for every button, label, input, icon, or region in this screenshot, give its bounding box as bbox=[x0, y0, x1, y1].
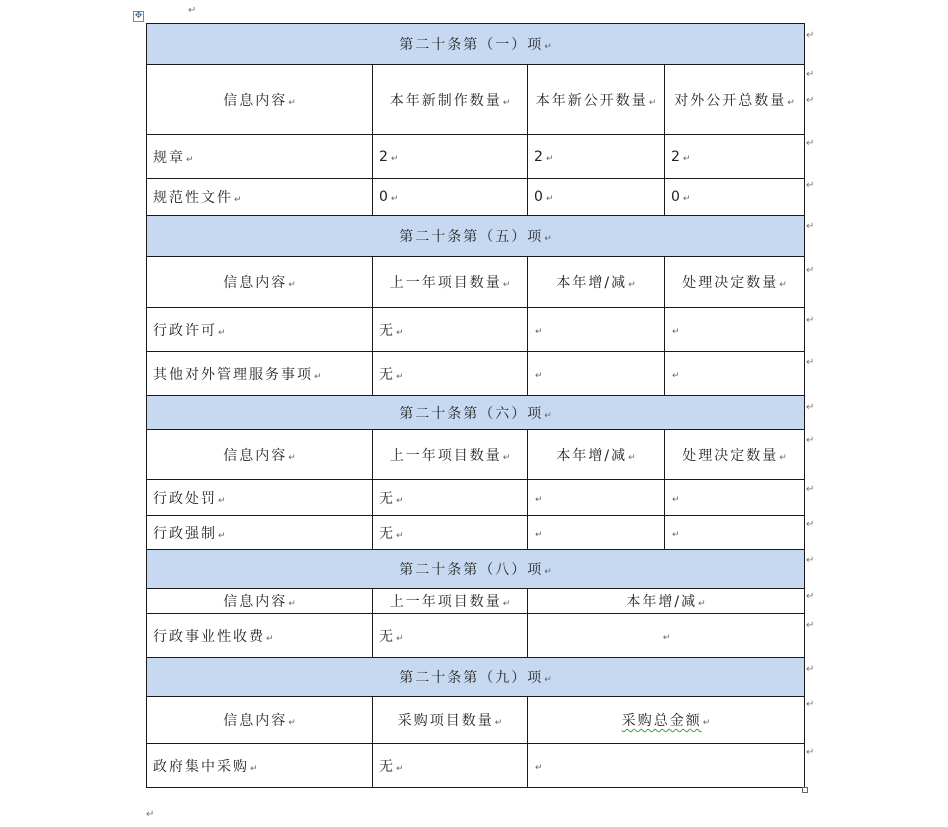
end-of-row-mark-icon: ↵ bbox=[806, 747, 815, 758]
table-row bbox=[147, 516, 805, 550]
section-header-row bbox=[147, 658, 805, 697]
header-cell: 上一年项目数量↵ bbox=[373, 589, 528, 614]
table-row bbox=[147, 480, 805, 516]
end-of-row-mark-icon: ↵ bbox=[806, 484, 815, 495]
disclosure-table bbox=[146, 23, 805, 788]
item-name-cell[interactable]: 行政事业性收费↵ bbox=[147, 614, 373, 658]
header-cell: 采购项目数量↵ bbox=[373, 697, 528, 744]
header-cell: 本年新公开数量↵ bbox=[528, 65, 665, 135]
value-cell[interactable]: ↵ bbox=[665, 308, 805, 352]
column-header-row bbox=[147, 65, 805, 135]
value-cell[interactable]: ↵ bbox=[665, 516, 805, 550]
value-cell[interactable]: ↵ bbox=[665, 352, 805, 396]
header-cell: 处理决定数量↵ bbox=[665, 257, 805, 308]
item-name-cell[interactable]: 行政强制↵ bbox=[147, 516, 373, 550]
item-name-cell[interactable]: 行政许可↵ bbox=[147, 308, 373, 352]
header-cell: 本年增/减↵ bbox=[528, 589, 805, 614]
header-cell: 对外公开总数量↵ bbox=[665, 65, 805, 135]
end-of-row-mark-icon: ↵ bbox=[806, 30, 815, 41]
header-cell: 信息内容↵ bbox=[147, 65, 373, 135]
table-row bbox=[147, 179, 805, 216]
value-cell[interactable]: 2↵ bbox=[665, 135, 805, 179]
section-title-cell: 第二十条第（六）项↵ bbox=[147, 396, 805, 430]
header-cell: 信息内容↵ bbox=[147, 589, 373, 614]
value-cell[interactable]: 无↵ bbox=[373, 352, 528, 396]
table-resize-handle-icon[interactable] bbox=[802, 787, 808, 793]
end-of-row-mark-icon: ↵ bbox=[806, 69, 815, 80]
value-cell[interactable]: ↵ bbox=[528, 744, 805, 788]
item-name-cell[interactable]: 规范性文件↵ bbox=[147, 179, 373, 216]
header-cell: 上一年项目数量↵ bbox=[373, 257, 528, 308]
table-row bbox=[147, 614, 805, 658]
end-of-row-mark-icon: ↵ bbox=[806, 620, 815, 631]
end-of-row-mark-icon: ↵ bbox=[806, 435, 815, 446]
section-header-row bbox=[147, 24, 805, 65]
value-cell[interactable]: 0↵ bbox=[373, 179, 528, 216]
end-of-row-mark-icon: ↵ bbox=[806, 591, 815, 602]
header-cell: 信息内容↵ bbox=[147, 430, 373, 480]
value-cell[interactable]: 0↵ bbox=[528, 179, 665, 216]
value-cell[interactable]: ↵ bbox=[528, 480, 665, 516]
value-cell[interactable]: 无↵ bbox=[373, 614, 528, 658]
header-cell: 上一年项目数量↵ bbox=[373, 430, 528, 480]
item-name-cell[interactable]: 政府集中采购↵ bbox=[147, 744, 373, 788]
header-cell: 本年增/减↵ bbox=[528, 257, 665, 308]
section-header-row bbox=[147, 216, 805, 257]
section-header-row bbox=[147, 396, 805, 430]
header-cell: 本年增/减↵ bbox=[528, 430, 665, 480]
table-row bbox=[147, 135, 805, 179]
column-header-row bbox=[147, 257, 805, 308]
table-row bbox=[147, 744, 805, 788]
header-cell: 信息内容↵ bbox=[147, 257, 373, 308]
value-cell[interactable]: 2↵ bbox=[528, 135, 665, 179]
table-move-handle-icon[interactable]: ✥ bbox=[134, 11, 143, 21]
value-cell[interactable]: 无↵ bbox=[373, 480, 528, 516]
value-cell[interactable]: 无↵ bbox=[373, 308, 528, 352]
end-of-row-mark-icon: ↵ bbox=[806, 357, 815, 368]
end-of-row-mark-icon: ↵ bbox=[806, 138, 815, 149]
paragraph-mark-icon: ↵ bbox=[188, 5, 197, 16]
header-cell: 本年新制作数量↵ bbox=[373, 65, 528, 135]
header-cell: 处理决定数量↵ bbox=[665, 430, 805, 480]
value-cell[interactable]: 无↵ bbox=[373, 744, 528, 788]
end-of-row-mark-icon: ↵ bbox=[806, 221, 815, 232]
table-row bbox=[147, 352, 805, 396]
section-title-cell: 第二十条第（五）项↵ bbox=[147, 216, 805, 257]
end-of-row-mark-icon: ↵ bbox=[806, 180, 815, 191]
value-cell[interactable]: ↵ bbox=[665, 480, 805, 516]
item-name-cell[interactable]: 其他对外管理服务事项↵ bbox=[147, 352, 373, 396]
end-of-row-mark-icon: ↵ bbox=[806, 664, 815, 675]
value-cell[interactable]: ↵ bbox=[528, 614, 805, 658]
section-title-cell: 第二十条第（八）项↵ bbox=[147, 550, 805, 589]
value-cell[interactable]: ↵ bbox=[528, 516, 665, 550]
header-cell: 信息内容↵ bbox=[147, 697, 373, 744]
item-name-cell[interactable]: 规章↵ bbox=[147, 135, 373, 179]
section-title-cell: 第二十条第（一）项↵ bbox=[147, 24, 805, 65]
column-header-row bbox=[147, 697, 805, 744]
end-of-row-mark-icon: ↵ bbox=[806, 699, 815, 710]
value-cell[interactable]: 0↵ bbox=[665, 179, 805, 216]
column-header-row bbox=[147, 589, 805, 614]
value-cell[interactable]: 2↵ bbox=[373, 135, 528, 179]
value-cell[interactable]: 无↵ bbox=[373, 516, 528, 550]
section-title-cell: 第二十条第（九）项↵ bbox=[147, 658, 805, 697]
end-of-row-mark-icon: ↵ bbox=[806, 315, 815, 326]
item-name-cell[interactable]: 行政处罚↵ bbox=[147, 480, 373, 516]
end-of-row-mark-icon: ↵ bbox=[806, 555, 815, 566]
end-of-row-mark-icon: ↵ bbox=[806, 402, 815, 413]
end-of-row-mark-icon: ↵ bbox=[806, 265, 815, 276]
value-cell[interactable]: ↵ bbox=[528, 352, 665, 396]
header-cell: 采购总金额↵ bbox=[528, 697, 805, 744]
column-header-row bbox=[147, 430, 805, 480]
paragraph-mark-icon: ↵ bbox=[146, 809, 155, 820]
end-of-row-mark-icon: ↵ bbox=[806, 95, 815, 106]
table-row bbox=[147, 308, 805, 352]
value-cell[interactable]: ↵ bbox=[528, 308, 665, 352]
section-header-row bbox=[147, 550, 805, 589]
end-of-row-mark-icon: ↵ bbox=[806, 519, 815, 530]
